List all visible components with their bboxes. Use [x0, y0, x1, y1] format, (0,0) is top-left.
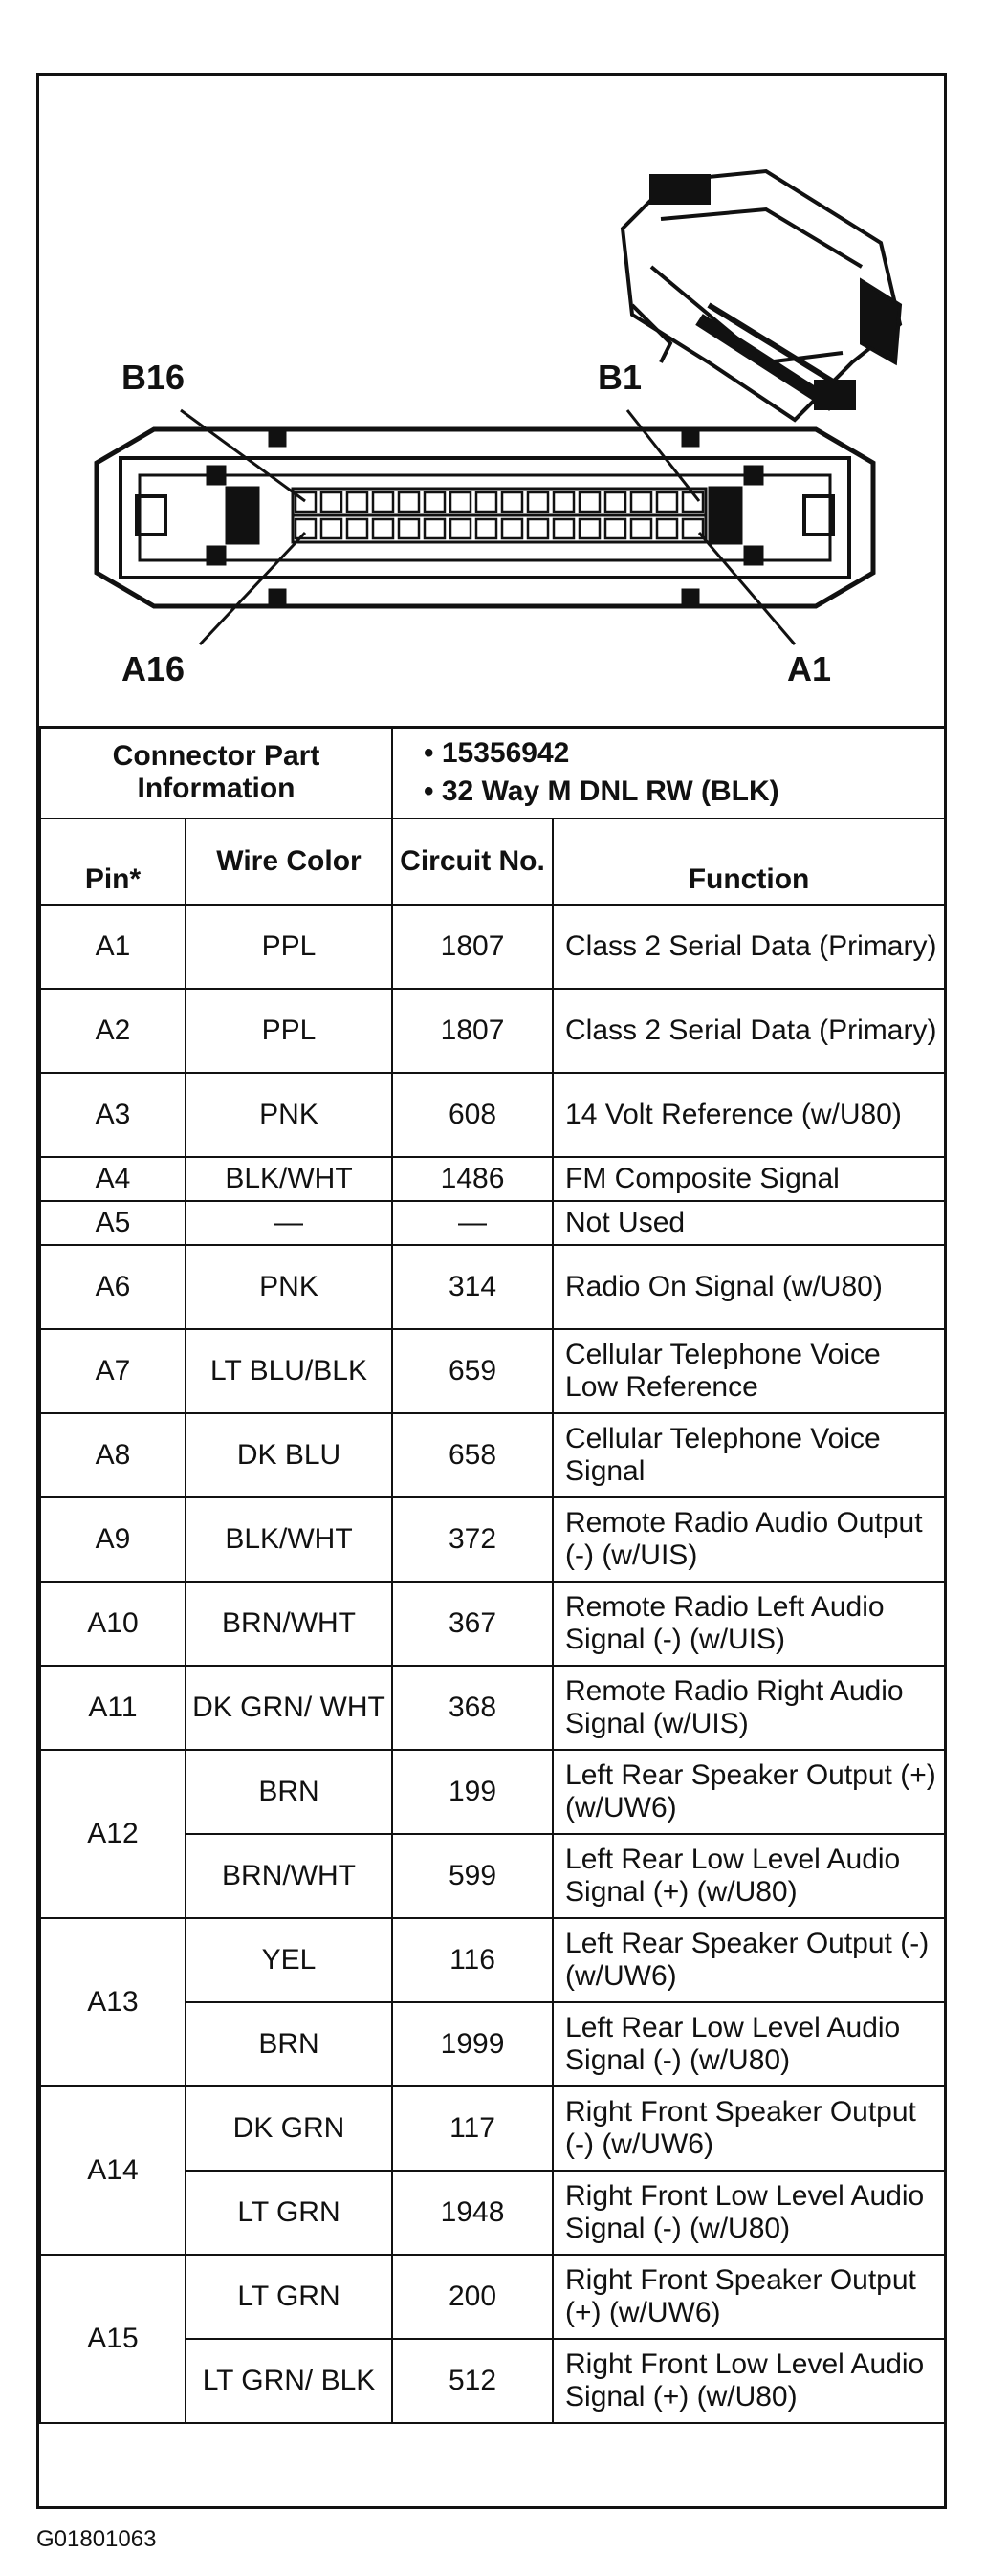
pinout-frame [36, 73, 947, 2509]
function-cell: Class 2 Serial Data (Primary) [553, 989, 945, 1073]
circuit-no-cell: — [392, 1201, 553, 1245]
pin-cell-value: A13 [40, 1918, 186, 2086]
circuit-no-cell: 1948 [392, 2171, 553, 2255]
function-cell: Remote Radio Left Audio Signal (-) (w/UIS) [553, 1582, 945, 1666]
circuit-no-cell: 1486 [392, 1157, 553, 1201]
circuit-no-cell: 1999 [392, 2002, 553, 2086]
connector-info-label: Connector Part Information [40, 727, 392, 819]
figure-id: G01801063 [36, 2526, 157, 2552]
callout-b1: B1 [598, 358, 643, 397]
pin-cell-value: A10 [40, 1582, 186, 1666]
circuit-no-cell: 372 [392, 1497, 553, 1582]
wire-color-cell: BRN/WHT [186, 1834, 392, 1918]
pin-cell-value: A1 [40, 905, 186, 989]
wire-color-cell: PNK [186, 1073, 392, 1157]
wire-color-cell: LT GRN [186, 2255, 392, 2339]
pin-cell-value: A8 [40, 1413, 186, 1497]
table-row [40, 1201, 945, 1245]
callout-a16: A16 [121, 649, 186, 688]
table-row [40, 1245, 945, 1329]
function-cell: FM Composite Signal [553, 1157, 945, 1201]
function-cell: Right Front Speaker Output (-) (w/UW6) [553, 2086, 945, 2171]
table-row [40, 1666, 945, 1750]
pin-cell-value: A6 [40, 1245, 186, 1329]
connector-3d-icon [623, 171, 900, 420]
wire-color-cell: YEL [186, 1918, 392, 2002]
circuit-no-cell: 367 [392, 1582, 553, 1666]
part-number: 15356942 [441, 737, 570, 769]
wire-color-cell: DK GRN [186, 2086, 392, 2171]
header-wire-color: Wire Color [186, 819, 392, 905]
pin-cell-value: A12 [40, 1750, 186, 1918]
table-row [40, 1073, 945, 1157]
function-cell: Remote Radio Audio Output (-) (w/UIS) [553, 1497, 945, 1582]
circuit-no-cell: 599 [392, 1834, 553, 1918]
table-row [40, 989, 945, 1073]
wire-color-cell: BRN [186, 2002, 392, 2086]
wire-color-cell: PPL [186, 905, 392, 989]
pin-cell-value: A15 [40, 2255, 186, 2423]
function-cell: Cellular Telephone Voice Signal [553, 1413, 945, 1497]
wire-color-cell: PNK [186, 1245, 392, 1329]
pin-cell-value: A5 [40, 1201, 186, 1245]
function-cell: Remote Radio Right Audio Signal (w/UIS) [553, 1666, 945, 1750]
connector-info-item: • 15356942 [424, 737, 570, 769]
pin-cell-value: A2 [40, 989, 186, 1073]
connector-description: 32 Way M DNL RW (BLK) [441, 775, 779, 807]
wire-color-cell: DK GRN/ WHT [186, 1666, 392, 1750]
pinout-table [39, 726, 946, 2424]
header-circuit-no: Circuit No. [392, 819, 553, 905]
wire-color-cell: LT GRN/ BLK [186, 2339, 392, 2423]
table-row [40, 1918, 945, 2002]
function-cell: Right Front Speaker Output (+) (w/UW6) [553, 2255, 945, 2339]
pin-cell-value: A14 [40, 2086, 186, 2255]
function-cell: Left Rear Low Level Audio Signal (+) (w/U80) [553, 1834, 945, 1918]
circuit-no-cell: 117 [392, 2086, 553, 2171]
wire-color-cell: BRN [186, 1750, 392, 1834]
pin-cell-value: A4 [40, 1157, 186, 1201]
connector-face [97, 429, 873, 606]
table-row [40, 1750, 945, 1834]
circuit-no-cell: 314 [392, 1245, 553, 1329]
circuit-no-cell: 659 [392, 1329, 553, 1413]
header-row [40, 819, 945, 905]
wire-color-cell: BLK/WHT [186, 1497, 392, 1582]
circuit-no-cell: 608 [392, 1073, 553, 1157]
connector-illustration [39, 76, 944, 726]
circuit-no-cell: 658 [392, 1413, 553, 1497]
wire-color-cell: BLK/WHT [186, 1157, 392, 1201]
table-row [40, 1582, 945, 1666]
function-cell: Right Front Low Level Audio Signal (+) (w/U80) [553, 2339, 945, 2423]
table-row [40, 1329, 945, 1413]
pin-cell-value: A11 [40, 1666, 186, 1750]
table-row [40, 2086, 945, 2171]
table-row [40, 1497, 945, 1582]
function-cell: Right Front Low Level Audio Signal (-) (w/U80) [553, 2171, 945, 2255]
pin-cell-value: A9 [40, 1497, 186, 1582]
function-cell: Left Rear Low Level Audio Signal (-) (w/U80) [553, 2002, 945, 2086]
connector-diagram [39, 76, 944, 729]
table-row [40, 1157, 945, 1201]
function-cell: Not Used [553, 1201, 945, 1245]
pin-cell-value: A7 [40, 1329, 186, 1413]
circuit-no-cell: 199 [392, 1750, 553, 1834]
function-cell: Left Rear Speaker Output (+) (w/UW6) [553, 1750, 945, 1834]
function-cell: Left Rear Speaker Output (-) (w/UW6) [553, 1918, 945, 2002]
connector-info-items [392, 727, 945, 819]
connector-info-row [40, 727, 945, 819]
function-cell: Cellular Telephone Voice Low Reference [553, 1329, 945, 1413]
header-function: Function [553, 819, 945, 905]
wire-color-cell: BRN/WHT [186, 1582, 392, 1666]
pin-cell-value: A3 [40, 1073, 186, 1157]
circuit-no-cell: 116 [392, 1918, 553, 2002]
wire-color-cell: — [186, 1201, 392, 1245]
table-row [40, 905, 945, 989]
callout-b16: B16 [121, 358, 186, 397]
circuit-no-cell: 368 [392, 1666, 553, 1750]
connector-info-item: • 32 Way M DNL RW (BLK) [424, 775, 779, 807]
callout-a1: A1 [787, 649, 832, 688]
table-row [40, 1413, 945, 1497]
circuit-no-cell: 1807 [392, 989, 553, 1073]
table-row [40, 2255, 945, 2339]
header-pin: Pin* [40, 819, 186, 905]
function-cell: 14 Volt Reference (w/U80) [553, 1073, 945, 1157]
circuit-no-cell: 200 [392, 2255, 553, 2339]
circuit-no-cell: 512 [392, 2339, 553, 2423]
function-cell: Class 2 Serial Data (Primary) [553, 905, 945, 989]
function-cell: Radio On Signal (w/U80) [553, 1245, 945, 1329]
wire-color-cell: DK BLU [186, 1413, 392, 1497]
circuit-no-cell: 1807 [392, 905, 553, 989]
wire-color-cell: LT BLU/BLK [186, 1329, 392, 1413]
wire-color-cell: PPL [186, 989, 392, 1073]
wire-color-cell: LT GRN [186, 2171, 392, 2255]
